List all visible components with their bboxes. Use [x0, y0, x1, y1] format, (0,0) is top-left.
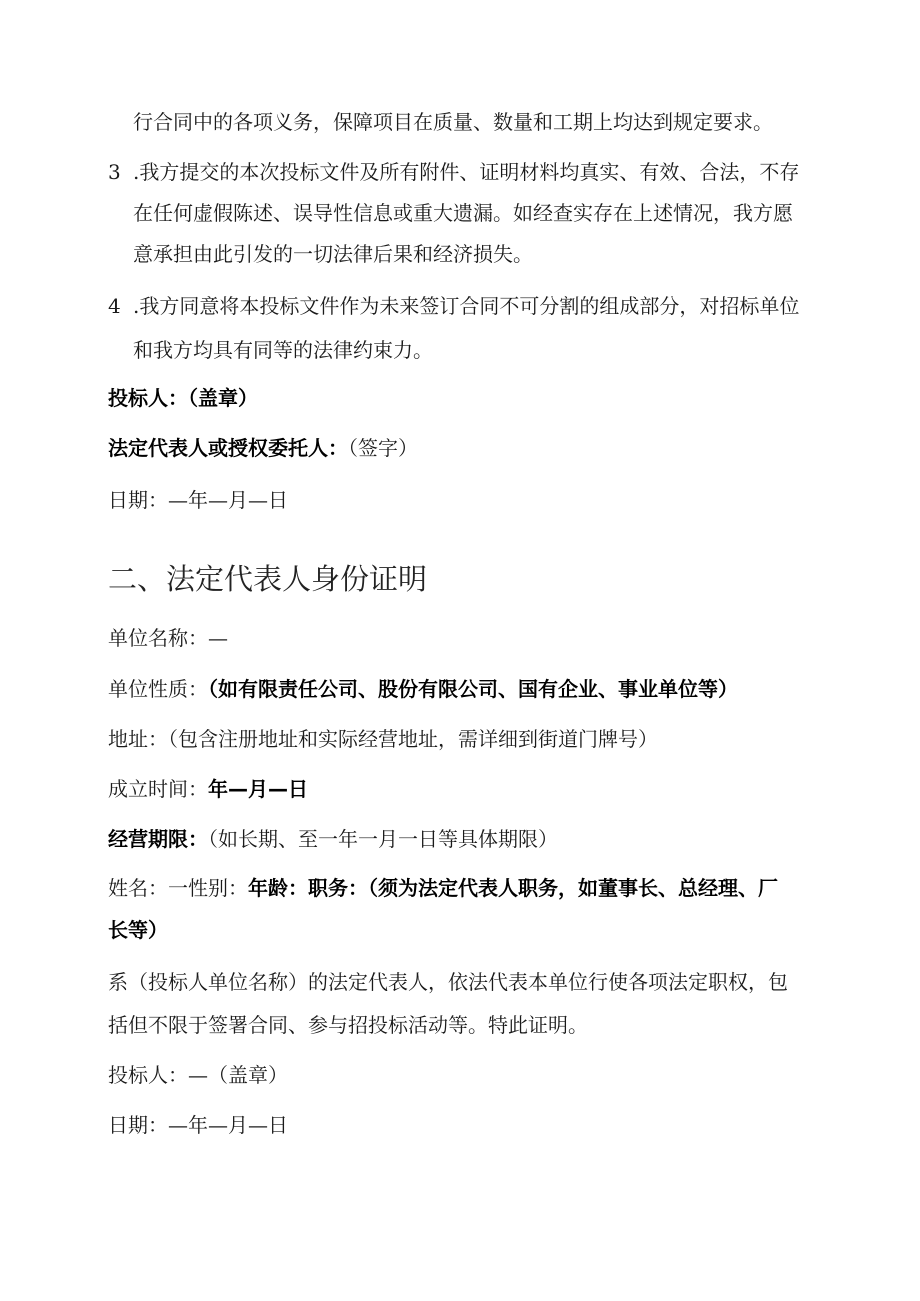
unit-name-line: 单位名称：—	[108, 626, 228, 650]
item-3-line-2: 在任何虚假陈述、误导性信息或重大遗漏。如经查实存在上述情况，我方愿	[133, 201, 793, 225]
unit-nature-line: 单位性质：（如有限责任公司、股份有限公司、国有企业、事业单位等）	[108, 677, 738, 701]
item-3-line-1: 3 .我方提交的本次投标文件及所有附件、证明材料均真实、有效、合法，不存	[108, 160, 800, 184]
representative-signature-line: 法定代表人或授权委托人：（签字）	[108, 436, 418, 460]
bidder-seal-line: 投标人：（盖章）	[108, 386, 258, 410]
date-line-2: 日期：—年—月—日	[108, 1113, 288, 1137]
item-4-line-1: 4 .我方同意将本投标文件作为未来签订合同不可分割的组成部分，对招标单位	[108, 294, 800, 318]
statement-line-1: 系（投标人单位名称）的法定代表人，依法代表本单位行使各项法定职权，包	[108, 970, 788, 994]
item-3-line-3: 意承担由此引发的一切法律后果和经济损失。	[133, 242, 533, 266]
paragraph-continuation: 行合同中的各项义务，保障项目在质量、数量和工期上均达到规定要求。	[133, 110, 773, 134]
item-number: 3	[108, 160, 121, 184]
date-line: 日期：—年—月—日	[108, 488, 288, 512]
item-number: 4	[108, 294, 121, 318]
bidder-line: 投标人：—（盖章）	[108, 1063, 288, 1087]
item-4-line-2: 和我方均具有同等的法律约束力。	[133, 338, 433, 362]
term-line: 经营期限：（如长期、至一年一月一日等具体期限）	[108, 827, 558, 851]
person-line-2: 长等）	[108, 918, 168, 942]
address-line: 地址：（包含注册地址和实际经营地址，需详细到街道门牌号）	[108, 727, 658, 751]
person-line-1: 姓名：一性别：年龄：职务：（须为法定代表人职务，如董事长、总经理、厂	[108, 876, 778, 900]
statement-line-2: 括但不限于签署合同、参与招投标活动等。特此证明。	[108, 1013, 588, 1037]
established-line: 成立时间：年—月—日	[108, 777, 308, 801]
section-heading: 二、法定代表人身份证明	[108, 562, 428, 596]
